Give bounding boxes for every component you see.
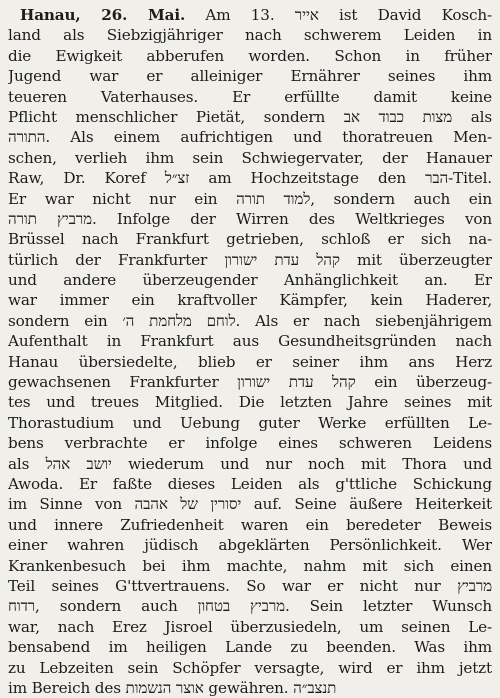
article-line: und innere Zufriedenheit waren ein beredeter Beweis <box>8 515 492 534</box>
article-line: die Ewigkeit abberufen worden. Schon in früher <box>8 46 492 65</box>
article-line: רדוח, sondern auch מרביץ בטחון. Sein letzter Wunsch <box>8 597 492 616</box>
article-line: war, nach Erez Jisroel überzusiedeln, um seinen Le- <box>8 617 492 636</box>
article-line: einer wahren jüdisch abgeklärten Persönlichkeit. Wer <box>8 536 492 555</box>
article-line: tes und treues Mitglied. Die letzten Jahre seines mit <box>8 393 492 412</box>
article-line: türlich der Frankfurter קהל עדת ישורון mit überzeugter <box>8 250 492 269</box>
article-line: Er war nicht nur ein למוד תורה, sondern auch ein <box>8 189 492 208</box>
article-line: Jugend war er alleiniger Ernährer seines ihm <box>8 67 492 86</box>
article-line: bensabend im heiligen Lande zu beenden. Was ihm <box>8 638 492 657</box>
article-line: Hanau übersiedelte, blieb er seiner ihm ans Herz <box>8 352 492 371</box>
article-line <box>8 5 492 25</box>
article-line: bens verbrachte er infolge eines schweren Leidens <box>8 434 492 453</box>
article-line: Brüssel nach Frankfurt getrieben, schloß er sich na- <box>8 230 492 249</box>
article-line-text: Am 13. אייר ist David Kosch- <box>205 6 492 24</box>
article-line: Raw, Dr. Koref זצ״ל am Hochzeitstage den הבר-Titel. <box>8 169 492 188</box>
article-line: התורה. Als einem aufrichtigen und thoratreuen Men- <box>8 128 492 147</box>
article-line: Teil seines G'ttvertrauens. So war er nicht nur מרביץ <box>8 576 492 595</box>
article-line: Krankenbesuch bei ihm machte, nahm mit sich einen <box>8 556 492 575</box>
dateline: Hanau, 26. Mai. <box>20 6 186 24</box>
article-line: und andere überzeugender Anhänglichkeit an. Er <box>8 271 492 290</box>
obituary-article <box>8 5 492 698</box>
article-line: Thorastudium und Uebung guter Werke erfüllten Le- <box>8 413 492 432</box>
article-line: gewachsenen Frankfurter קהל עדת ישורון ein überzeug- <box>8 373 492 392</box>
article-line: sondern ein לוחם מלחמת ה׳. Als er nach siebenjährigem <box>8 311 492 330</box>
article-line: Pflicht menschlicher Pietät, sondern מצות כבוד אב als <box>8 107 492 126</box>
article-line: Aufenthalt in Frankfurt aus Gesundheitsgründen nach <box>8 332 492 351</box>
article-line: war immer ein kraftvoller Kämpfer, kein Haderer, <box>8 291 492 310</box>
article-line: zu Lebzeiten sein Schöpfer versagte, wird er ihm jetzt <box>8 658 492 677</box>
article-line: land als Siebzigjähriger nach schwerem Leiden in <box>8 26 492 45</box>
article-line: teueren Vaterhauses. Er erfüllte damit keine <box>8 87 492 106</box>
article-line: schen, verlieh ihm sein Schwiegervater, der Hanauer <box>8 148 492 167</box>
article-line: Awoda. Er faßte dieses Leiden als g'ttliche Schickung <box>8 474 492 493</box>
article-line: im Bereich des אוצר הנשמות gewähren. תנצב״ה <box>8 678 337 697</box>
article-line: als יושב אהל wiederum und nur noch mit Thora und <box>8 454 492 473</box>
article-line: מרביץ תורה. Infolge der Wirren des Weltkrieges von <box>8 209 492 228</box>
article-line: im Sinne von יסורין של אהבה auf. Seine äußere Heiterkeit <box>8 495 492 514</box>
